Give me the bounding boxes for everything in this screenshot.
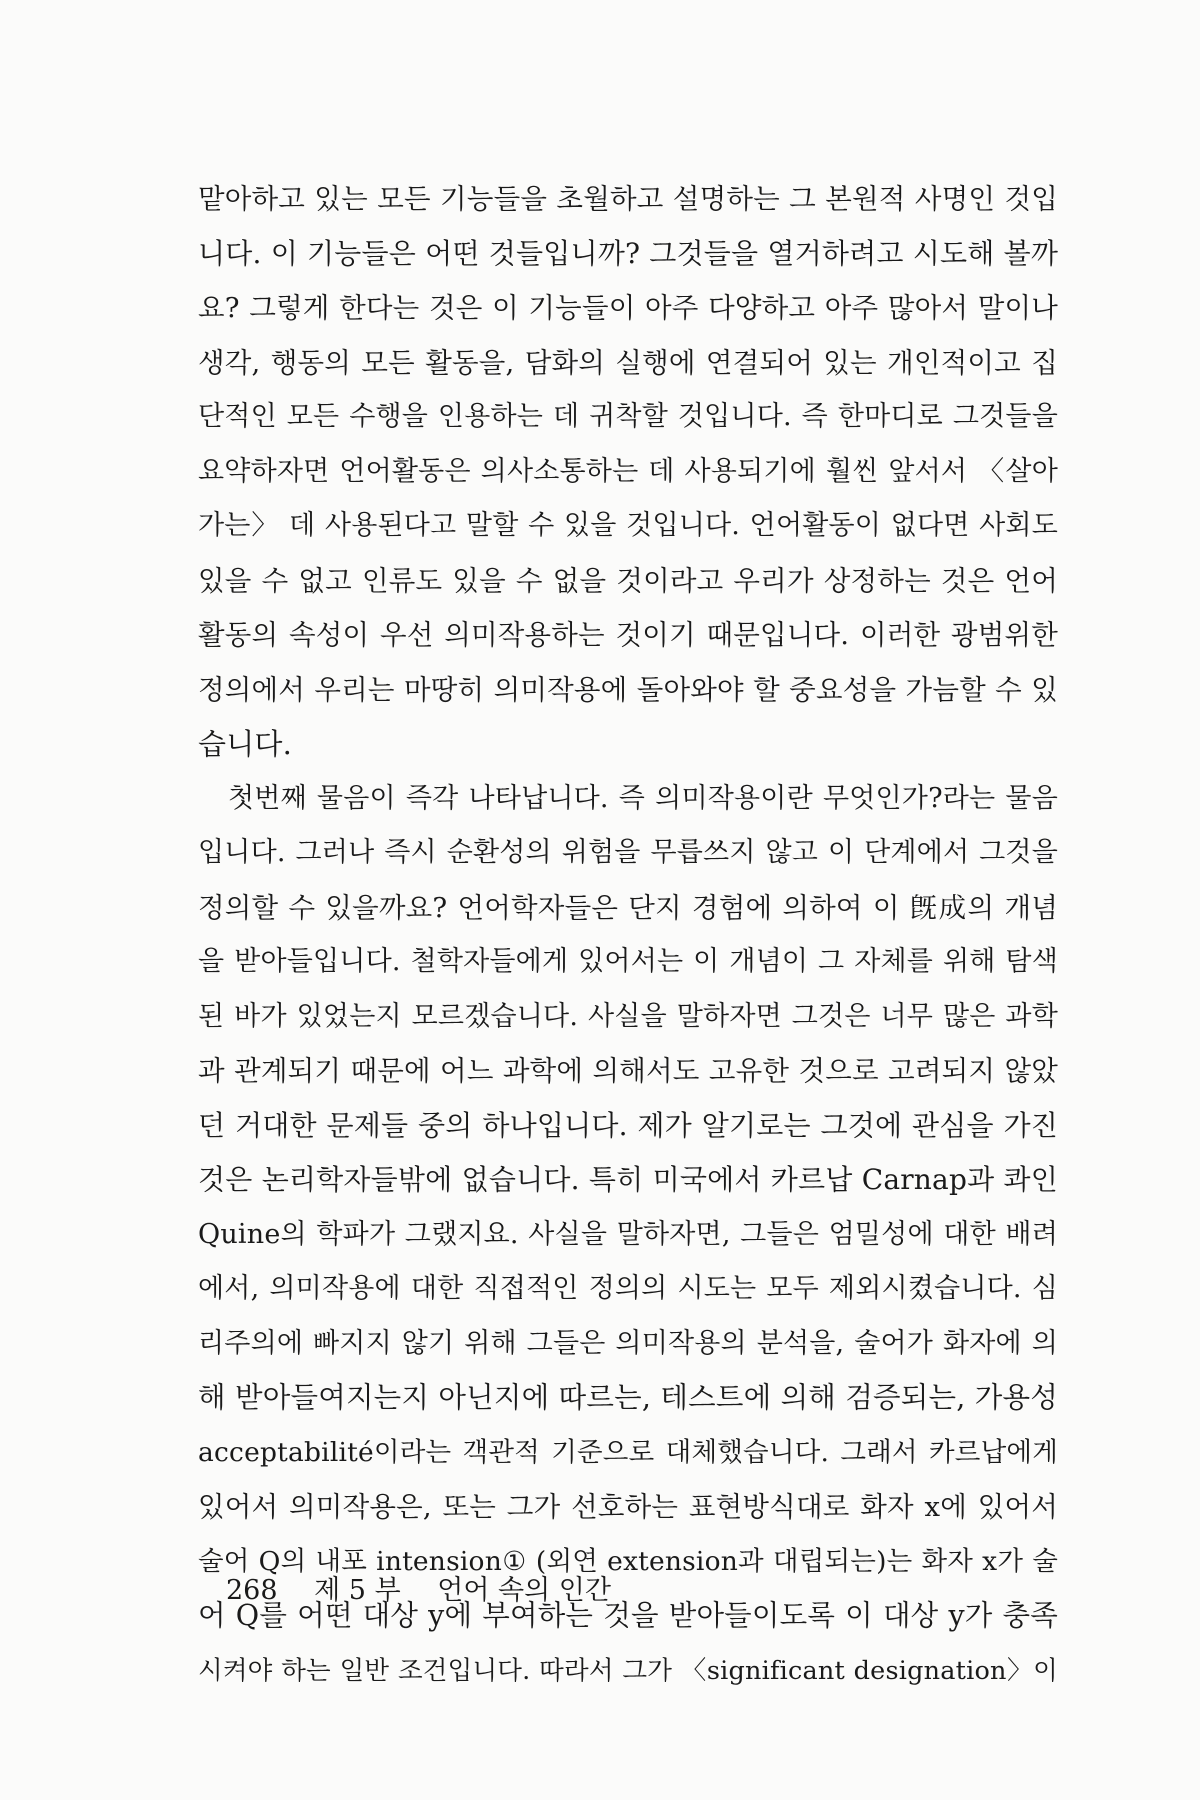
text-line: 것은 논리학자들밖에 없습니다. 특히 미국에서 카르납 Carnap과 콰인 bbox=[198, 1163, 1058, 1196]
text-line: 생각, 행동의 모든 활동을, 담화의 실행에 연결되어 있는 개인적이고 집 bbox=[198, 346, 1058, 379]
running-title: 언어 속의 인간 bbox=[437, 1575, 611, 1606]
text-line: 과 관계되기 때문에 어느 과학에 의해서도 고유한 것으로 고려되지 않았 bbox=[198, 1055, 1058, 1087]
text-line: 니다. 이 기능들은 어떤 것들입니까? 그것들을 열거하려고 시도해 볼까 bbox=[198, 236, 1058, 270]
text-line: 어 Q를 어떤 대상 y에 부여하는 것을 받아들이도록 이 대상 y가 충족 bbox=[198, 1599, 1058, 1632]
text-line: 정의할 수 있을까요? 언어학자들은 단지 경험에 의하여 이 旣成의 개념 bbox=[198, 891, 1058, 924]
text-line: 요? 그렇게 한다는 것은 이 기능들이 아주 다양하고 아주 많아서 말이나 bbox=[198, 292, 1058, 324]
text-line: 요약하자면 언어활동은 의사소통하는 데 사용되기에 훨씬 앞서서 〈살아 bbox=[198, 455, 1058, 487]
body-text bbox=[198, 172, 1058, 1698]
text-line: 시켜야 하는 일반 조건입니다. 따라서 그가 〈significant designation〉이 bbox=[198, 1655, 1058, 1686]
part-label: 제 5 부 bbox=[314, 1575, 401, 1606]
text-line: 을 받아들입니다. 철학자들에게 있어서는 이 개념이 그 자체를 위해 탐색 bbox=[198, 946, 1058, 977]
text-line: 해 받아들여지는지 아닌지에 따르는, 테스트에 의해 검증되는, 가용성 bbox=[198, 1381, 1058, 1414]
text-line: acceptabilité이라는 객관적 기준으로 대체했습니다. 그래서 카르납에게 bbox=[198, 1436, 1058, 1468]
text-line: 맡아하고 있는 모든 기능들을 초월하고 설명하는 그 본원적 사명인 것입 bbox=[198, 183, 1058, 215]
text-line: 된 바가 있었는지 모르겠습니다. 사실을 말하자면 그것은 너무 많은 과학 bbox=[198, 1000, 1058, 1032]
text-line: 정의에서 우리는 마땅히 의미작용에 돌아와야 할 중요성을 가늠할 수 있 bbox=[198, 673, 1058, 706]
text-line: 활동의 속성이 우선 의미작용하는 것이기 때문입니다. 이러한 광범위한 bbox=[198, 619, 1058, 651]
text-line: 있어서 의미작용은, 또는 그가 선호하는 표현방식대로 화자 x에 있어서 bbox=[198, 1491, 1058, 1523]
page-number: 268 bbox=[226, 1575, 278, 1606]
paragraph-start-line: 첫번째 물음이 즉각 나타납니다. 즉 의미작용이란 무엇인가?라는 물음 bbox=[228, 782, 1058, 814]
text-line: 리주의에 빠지지 않기 위해 그들은 의미작용의 분석을, 술어가 화자에 의 bbox=[198, 1327, 1058, 1359]
text-line: 에서, 의미작용에 대한 직접적인 정의의 시도는 모두 제외시켰습니다. 심 bbox=[198, 1273, 1058, 1304]
text-line: 단적인 모든 수행을 인용하는 데 귀착할 것입니다. 즉 한마디로 그것들을 bbox=[198, 401, 1058, 432]
text-line: 있을 수 없고 인류도 있을 수 없을 것이라고 우리가 상정하는 것은 언어 bbox=[198, 564, 1058, 597]
page-footer bbox=[226, 1568, 639, 1607]
text-line: Quine의 학파가 그랬지요. 사실을 말하자면, 그들은 엄밀성에 대한 배려 bbox=[198, 1218, 1058, 1250]
text-line: 술어 Q의 내포 intension① (외연 extension과 대립되는)는 화자 x가 술 bbox=[198, 1545, 1058, 1577]
text-line: 가는〉 데 사용된다고 말할 수 있을 것입니다. 언어활동이 없다면 사회도 bbox=[198, 510, 1058, 541]
text-line: 습니다. bbox=[198, 727, 293, 761]
text-line: 던 거대한 문제들 중의 하나입니다. 제가 알기로는 그것에 관심을 가진 bbox=[198, 1108, 1058, 1142]
text-line: 입니다. 그러나 즉시 순환성의 위험을 무릅쓰지 않고 이 단계에서 그것을 bbox=[198, 837, 1058, 868]
